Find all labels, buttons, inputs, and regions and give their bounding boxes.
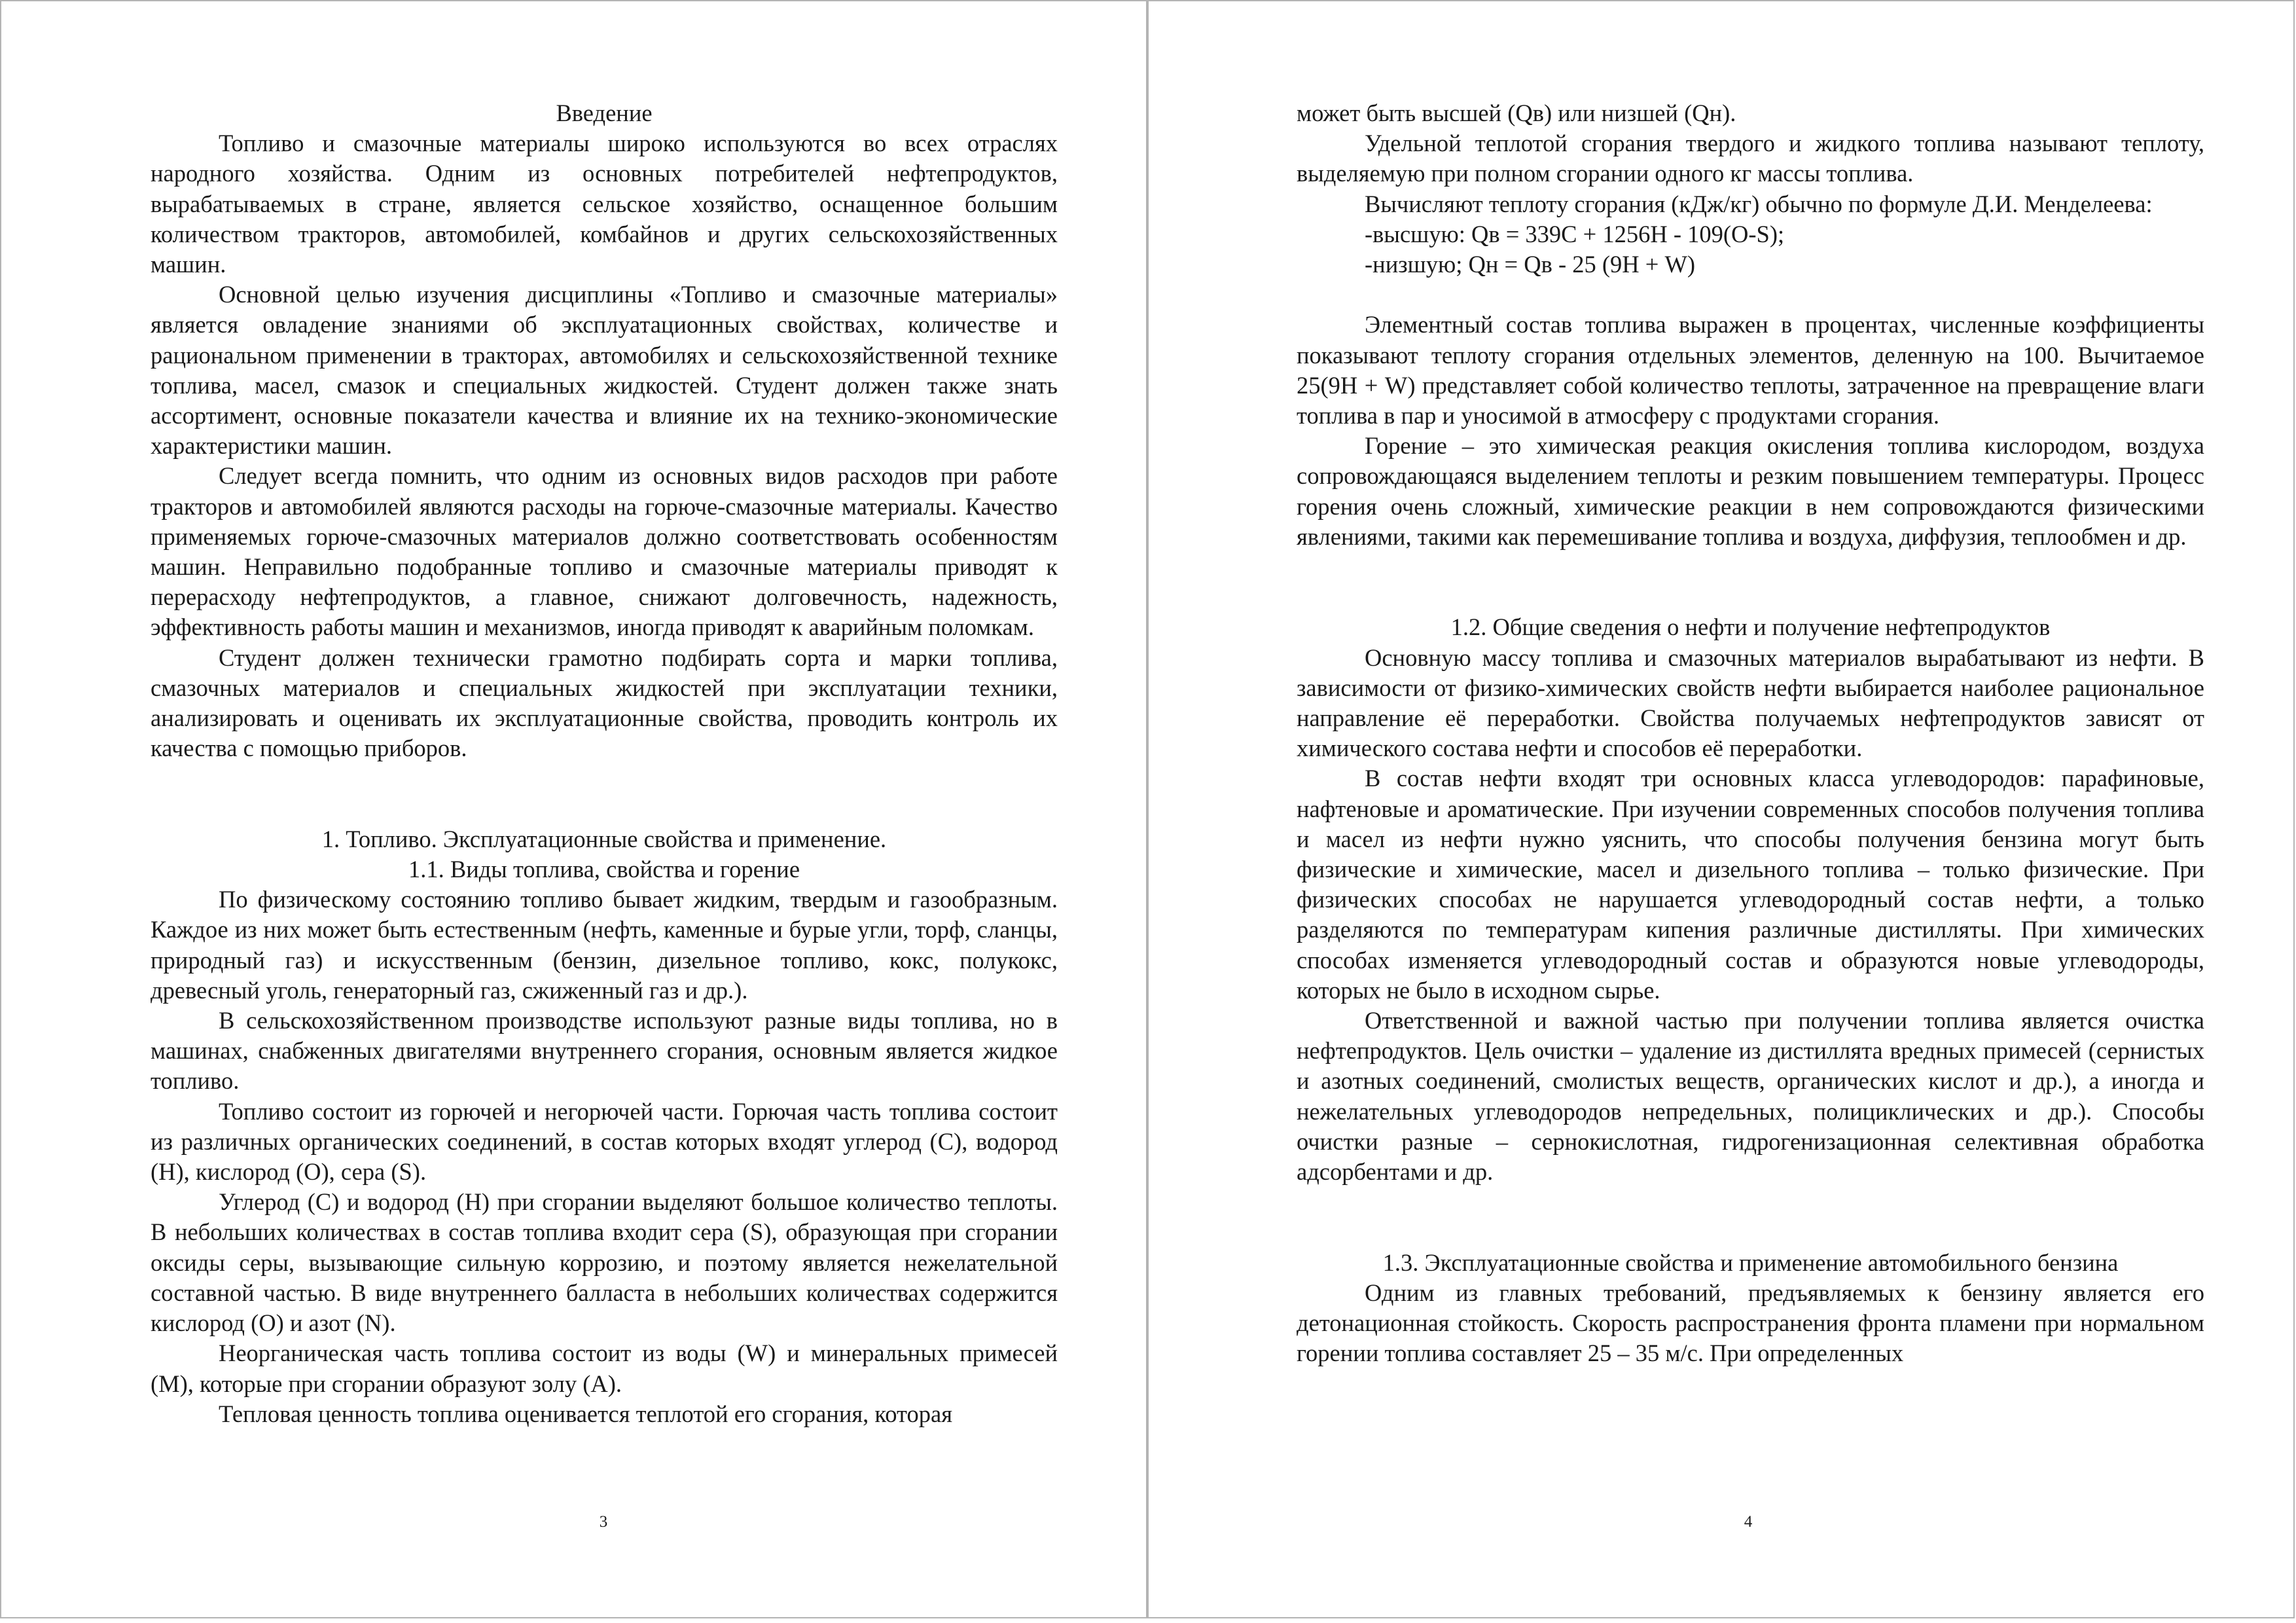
- spacer: [1297, 1217, 2204, 1247]
- paragraph: По физическому состоянию топливо бывает жидким, твердым и газообразным. Каждое из них может быть естественным (нефть, каменные и бурые угли, торф, сланцы, природный газ) и искусственным (бензин, дизельное топливо, кокс, полукокс, древесный уголь, генераторный газ, сжиженный газ и др.).: [151, 886, 1058, 1004]
- right-page: [1147, 0, 2295, 1618]
- paragraph: Удельной теплотой сгорания твердого и жидкого топлива называют теплоту, выделяемую при полном сгорании одного кг массы топлива.: [1297, 130, 2204, 187]
- spacer: [1297, 1187, 2204, 1217]
- formula-higher-heat: -высшую: Qв = 339С + 1256Н - 109(О-S);: [1365, 220, 1785, 247]
- heading-section-1-3: 1.3. Эксплуатационные свойства и применение автомобильного бензина: [1382, 1249, 2119, 1276]
- paragraph: Студент должен технически грамотно подбирать сорта и марки топлива, смазочных материалов и специальных жидкостей при эксплуатации техники, анализировать и оценивать их эксплуатационные свойства, проводить контроль их качества с помощью приборов.: [151, 644, 1058, 762]
- paragraph: Элементный состав топлива выражен в процентах, численные коэффициенты показывают теплоту сгорания отдельных элементов, деленную на 100. Вычитаемое 25(9Н + W) представляет собой количество теплоты, затраченное на превращение влаги топлива в пар и уносимой в атмосферу с продуктами сгорания.: [1297, 311, 2204, 429]
- page-number: 4: [1744, 1513, 1753, 1531]
- spacer: [1297, 582, 2204, 612]
- paragraph: В состав нефти входят три основных класса углеводородов: парафиновые, нафтеновые и ароматические. При изучении современных способов получения топлива и масел из нефти нужно уяснить, что способы получения бензина могут быть физические и химические, масел и дизельного топлива – только физические. При физических способах не нарушается углеводородный состав нефти, а только разделяются по температурам кипения различные дистилляты. При химических способах изменяется углеводородный состав и образуются новые углеводороды, которых не было в исходном сырье.: [1297, 765, 2204, 1004]
- paragraph: Неорганическая часть топлива состоит из воды (W) и минеральных примесей (М), которые при сгорании образуют золу (А).: [151, 1340, 1058, 1397]
- paragraph: Горение – это химическая реакция окисления топлива кислородом, воздуха сопровождающаяся выделением теплоты и резким повышением температуры. Процесс горения очень сложный, химические реакции в нем сопровождаются физическими явлениями, такими как перемешивание топлива и воздуха, диффузия, теплообмен и др.: [1297, 432, 2204, 550]
- formula-lower-heat: -низшую; Qн = Qв - 25 (9Н + W): [1365, 251, 1696, 278]
- paragraph: Вычисляют теплоту сгорания (кДж/кг) обычно по формуле Д.И. Менделеева:: [1365, 190, 2153, 217]
- paragraph: Основной целью изучения дисциплины «Топливо и смазочные материалы» является овладение знаниями об эксплуатационных свойствах, количестве и рациональном применении в тракторах, автомобилях и сельскохозяйственной технике топлива, масел, смазок и специальных жидкостей. Студент должен также знать ассортимент, основные показатели качества и влияние их на технико-экономические характеристики машин.: [151, 281, 1058, 460]
- heading-section-1-1: 1.1. Виды топлива, свойства и горение: [408, 856, 800, 883]
- heading-chapter-1: 1. Топливо. Эксплуатационные свойства и применение.: [321, 825, 887, 852]
- paragraph: Углерод (С) и водород (Н) при сгорании выделяют большое количество теплоты. В небольших количествах в состав топлива входит сера (S), образующая при сгорании оксиды серы, вызывающие сильную коррозию, и поэтому является нежелательной составной частью. В виде внутреннего балласта в небольших количествах содержится кислород (О) и азот (N).: [151, 1188, 1058, 1337]
- page-number: 3: [599, 1513, 608, 1531]
- left-page-body: [151, 98, 1058, 1429]
- left-page: [0, 0, 1147, 1618]
- paragraph: Следует всегда помнить, что одним из основных видов расходов при работе тракторов и автомобилей являются расходы на горюче-смазочные материалы. Качество применяемых горюче-смазочных материалов должно соответствовать особенностям машин. Неправильно подобранные топливо и смазочные материалы приводят к перерасходу нефтепродуктов, а главное, снижают долговечность, надежность, эффективность работы машин и механизмов, иногда приводят к аварийным поломкам.: [151, 462, 1058, 641]
- paragraph: может быть высшей (Qв) или низшей (Qн).: [1297, 100, 1736, 126]
- heading-introduction: Введение: [556, 100, 653, 126]
- spacer: [1297, 280, 2204, 310]
- spacer: [1297, 552, 2204, 582]
- paragraph: В сельскохозяйственном производстве используют разные виды топлива, но в машинах, снабженных двигателями внутреннего сгорания, основным является жидкое топливо.: [151, 1007, 1058, 1095]
- paragraph: Основную массу топлива и смазочных материалов вырабатывают из нефти. В зависимости от физико-химических свойств нефти выбирается наиболее рациональное направление её переработки. Свойства получаемых нефтепродуктов зависят от химического состава нефти и способов её переработки.: [1297, 644, 2204, 762]
- right-page-body: [1297, 98, 2204, 1368]
- paragraph: Ответственной и важной частью при получении топлива является очистка нефтепродуктов. Цель очистки – удаление из дистиллята вредных примесей (сернистых и азотных соединений, смолистых веществ, органических кислот и др.), а иногда и нежелательных углеводородов непредельных, полициклических и др.). Способы очистки разные – сернокислотная, гидрогенизационная селективная обработка адсорбентами и др.: [1297, 1007, 2204, 1186]
- spacer: [151, 763, 1058, 793]
- heading-section-1-2: 1.2. Общие сведения о нефти и получение нефтепродуктов: [1450, 613, 2051, 641]
- paragraph: Одним из главных требований, предъявляемых к бензину является его детонационная стойкость. Скорость распространения фронта пламени при нормальном горении топлива составляет 25 – 35 м/с. При определенных: [1297, 1279, 2204, 1367]
- paragraph: Тепловая ценность топлива оценивается теплотой его сгорания, которая: [219, 1400, 953, 1427]
- paragraph: Топливо состоит из горючей и негорючей части. Горючая часть топлива состоит из различных органических соединений, в состав которых входят углерод (С), водород (Н), кислород (О), сера (S).: [151, 1097, 1058, 1186]
- spacer: [151, 794, 1058, 824]
- paragraph: Топливо и смазочные материалы широко используются во всех отраслях народного хозяйства. Одним из основных потребителей нефтепродуктов, вырабатываемых в стране, является сельское хозяйство, оснащенное большим количеством тракторов, автомобилей, комбайнов и других сельскохозяйственных машин.: [151, 130, 1058, 278]
